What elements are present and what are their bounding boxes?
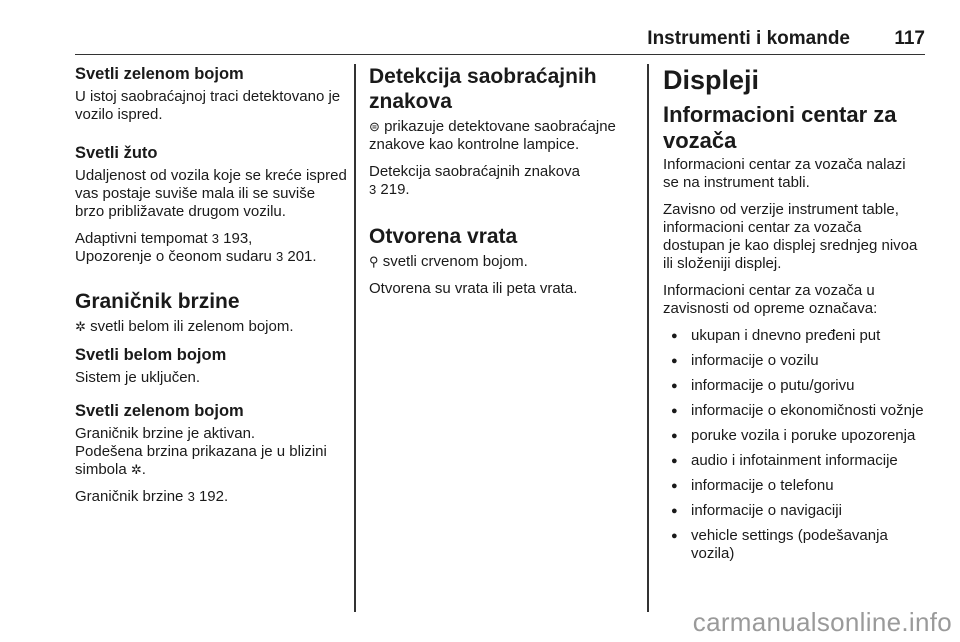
column-divider xyxy=(354,64,356,612)
section-heading: Otvorena vrata xyxy=(369,225,518,248)
page-ref-arrow-icon: 3 xyxy=(369,182,377,197)
reference-text: Adaptivni tempomat xyxy=(75,230,208,247)
paragraph: Informacioni centar za vozača nalazi se na instrument tabli. xyxy=(663,156,906,191)
paragraph-text: svetli crvenom bojom. xyxy=(382,253,528,270)
door-open-icon: ⚲ xyxy=(369,254,379,269)
section-heading: Svetli zelenom bojom xyxy=(75,402,244,420)
column-left xyxy=(75,64,347,515)
reference-text: Graničnik brzine xyxy=(75,488,184,505)
traffic-sign-icon: ⊜ xyxy=(369,119,380,134)
paragraph xyxy=(75,443,347,479)
page-number: 117 xyxy=(894,28,925,49)
paragraph-text: prikazuje detektovane saobraćajne znakove kao kontrolne lampice. xyxy=(369,118,616,153)
page-ref[interactable]: 219. xyxy=(380,181,410,198)
reference-paragraph xyxy=(75,248,347,266)
paragraph-text: Podešena brzina prikazana je u blizini simbola xyxy=(75,443,327,478)
page-ref-arrow-icon: 3 xyxy=(211,231,219,246)
reference-text: Detekcija saobraćajnih znakova xyxy=(369,163,580,180)
paragraph: Sistem je uključen. xyxy=(75,369,201,386)
column-right xyxy=(663,64,925,570)
feature-list xyxy=(663,327,925,563)
reference-paragraph xyxy=(75,230,347,248)
list-item: ● ukupan i dnevno pređeni put xyxy=(663,327,925,345)
paragraph-text: svetli belom ili zelenom bojom. xyxy=(90,318,294,335)
header-title: Instrumenti i komande xyxy=(647,28,850,49)
speed-limiter-icon: ✲ xyxy=(75,319,86,334)
section-heading: Svetli zelenom bojom xyxy=(75,65,244,83)
paragraph-text: . xyxy=(141,461,146,478)
list-item: ● informacije o telefonu xyxy=(663,477,925,495)
page-ref-arrow-icon: 3 xyxy=(275,249,284,264)
paragraph: Udaljenost od vozila koje se kreće ispred vas postaje suviše mala ili se suviše brzo približavate drugom vozilu. xyxy=(75,167,347,220)
reference-paragraph xyxy=(75,488,347,506)
list-item: ● informacije o putu/gorivu xyxy=(663,377,925,395)
watermark: carmanualsonline.info xyxy=(692,607,952,637)
list-item: ● informacije o navigaciji xyxy=(663,502,925,520)
page-ref[interactable]: 193, xyxy=(223,230,253,247)
column-middle xyxy=(369,64,637,307)
paragraph xyxy=(369,253,637,271)
section-heading: Detekcija saobraćajnih znakova xyxy=(369,65,597,113)
paragraph: Otvorena su vrata ili peta vrata. xyxy=(369,280,578,297)
section-heading: Graničnik brzine xyxy=(75,290,240,313)
page-ref[interactable]: 192. xyxy=(198,488,229,505)
list-item: ● informacije o vozilu xyxy=(663,352,925,370)
list-item: ● informacije o ekonomičnosti vožnje xyxy=(663,402,925,420)
list-item: ● vehicle settings (podešavanja vozila) xyxy=(663,527,925,563)
list-item: ● audio i infotainment informacije xyxy=(663,452,925,470)
list-item: ● poruke vozila i poruke upozorenja xyxy=(663,427,925,445)
page-ref-arrow-icon: 3 xyxy=(187,489,195,504)
paragraph xyxy=(369,118,637,154)
paragraph: U istoj saobraćajnoj traci detektovano je vozilo ispred. xyxy=(75,88,341,123)
section-heading: Informacioni centar za vozača xyxy=(663,102,897,153)
speed-limiter-icon: ✲ xyxy=(130,462,142,477)
page-header xyxy=(75,24,925,55)
page-ref[interactable]: 201. xyxy=(287,248,317,265)
paragraph: Graničnik brzine je aktivan. xyxy=(75,425,256,442)
section-heading: Svetli žuto xyxy=(75,144,158,162)
paragraph: Informacioni centar za vozača u zavisnosti od opreme označava: xyxy=(663,282,878,317)
section-heading: Svetli belom bojom xyxy=(75,346,227,364)
paragraph xyxy=(75,318,347,336)
column-divider xyxy=(647,64,649,612)
chapter-heading: Displeji xyxy=(663,65,760,95)
reference-paragraph xyxy=(369,163,637,199)
reference-text: Upozorenje o čeonom sudaru xyxy=(75,248,272,265)
paragraph: Zavisno od verzije instrument table, informacioni centar za vozača dostupan je kao displej srednjeg nivoa ili složeniji displej. xyxy=(663,201,918,272)
